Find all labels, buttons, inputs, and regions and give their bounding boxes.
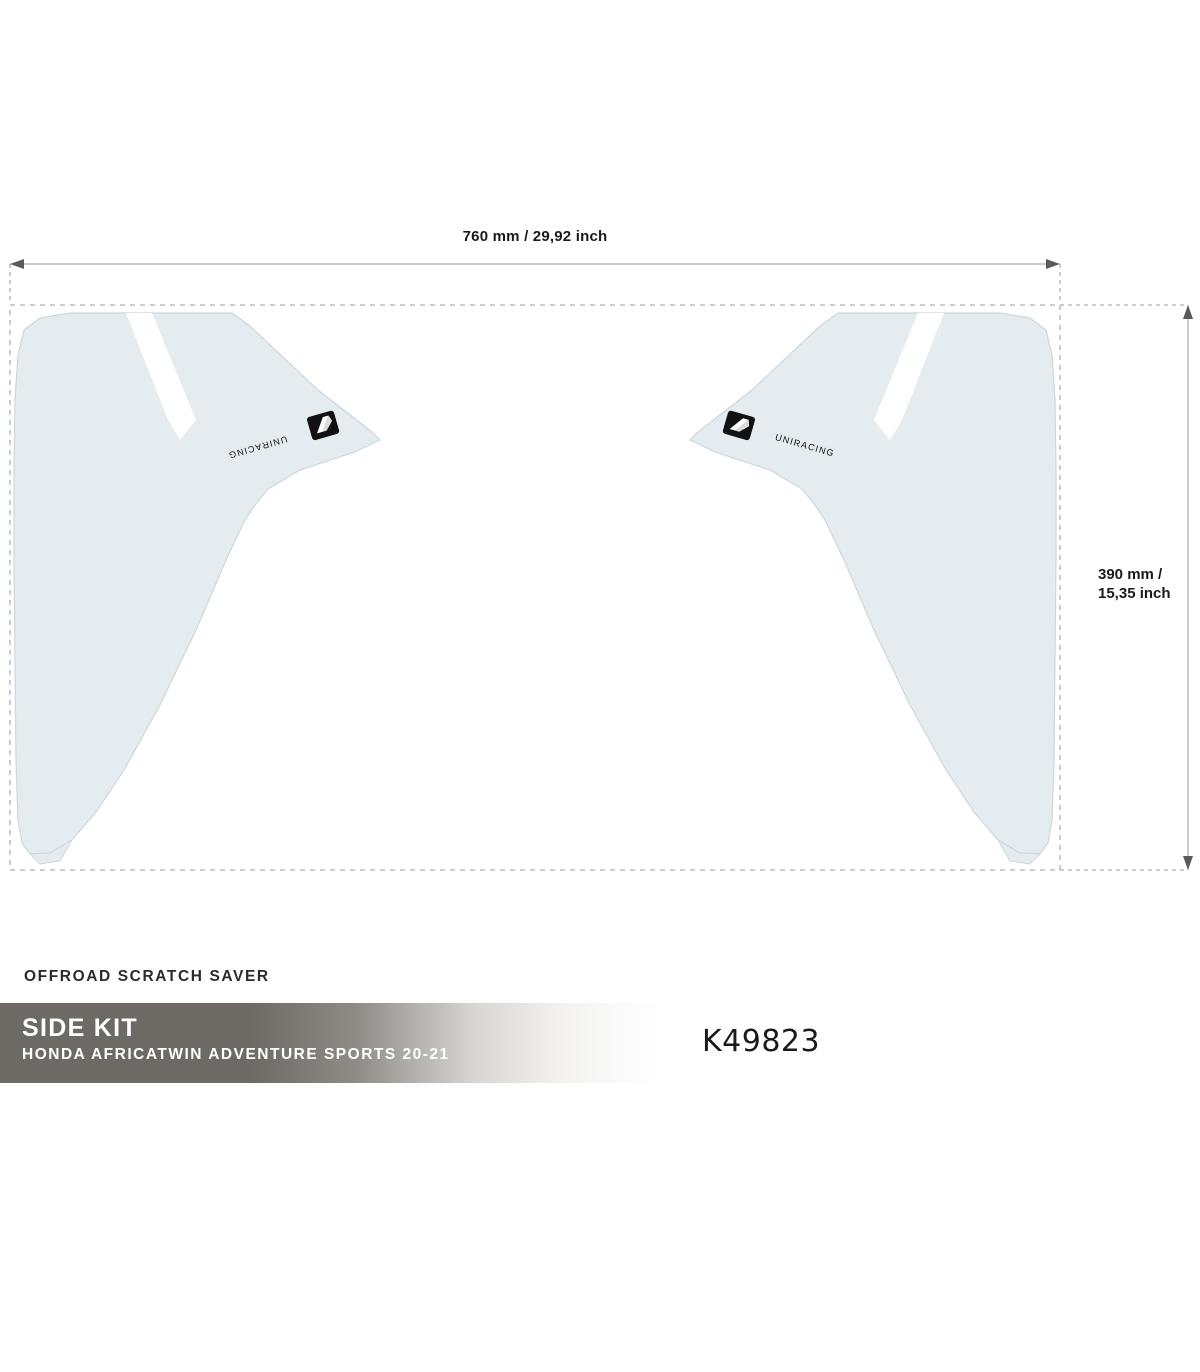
height-dimension-line1: 390 mm / xyxy=(1098,566,1163,583)
product-kit-name: SIDE KIT xyxy=(22,1014,138,1042)
height-arrow-top xyxy=(1183,305,1193,319)
svg-text:UNIRACING: UNIRACING xyxy=(226,434,289,461)
height-dimension-label xyxy=(1098,565,1193,603)
height-arrow-bottom xyxy=(1183,856,1193,870)
svg-text:UNIRACING: UNIRACING xyxy=(774,432,836,459)
product-category-label: OFFROAD SCRATCH SAVER xyxy=(24,968,270,985)
product-sku: K49823 xyxy=(702,1024,821,1059)
height-dimension-line2: 15,35 inch xyxy=(1098,585,1171,602)
right-side-protector xyxy=(690,313,1056,864)
width-arrow-right xyxy=(1046,259,1060,269)
width-dimension-label: 760 mm / 29,92 inch xyxy=(462,228,608,245)
width-arrow-left xyxy=(10,259,24,269)
product-title-bar xyxy=(0,1003,660,1083)
left-side-protector xyxy=(14,313,380,864)
product-model: HONDA AFRICATWIN ADVENTURE SPORTS 20-21 xyxy=(22,1046,450,1063)
